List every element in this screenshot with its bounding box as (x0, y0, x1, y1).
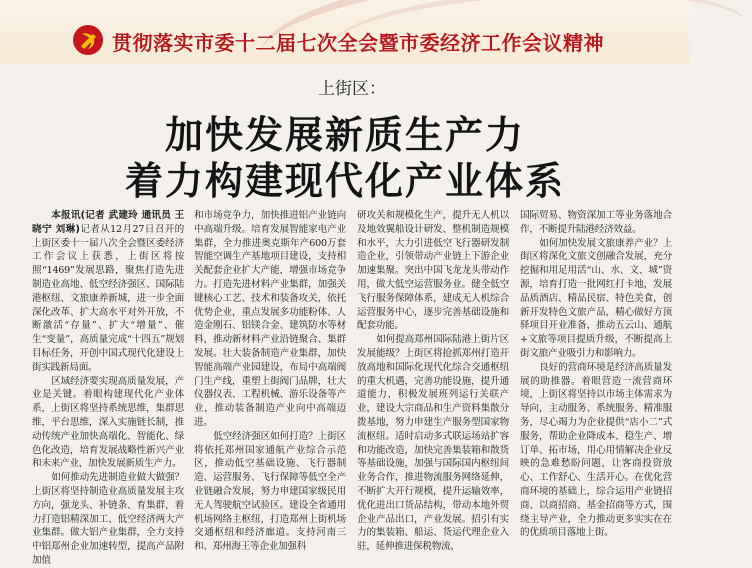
headline-line-2: 着力构建现代化产业体系 (124, 159, 565, 203)
article-column-3 (357, 209, 509, 553)
article-lead-text: 记者从12月27日召开的上街区委十一届八次全会暨区委经济工作会议上获悉，上街区将按照“1469”发展思路，聚焦打造先进制造业高地、低空经济强区、国际陆港枢纽、文旅康养新城，进一步全面深化改革、扩大高水平对外开放，不断激活“存量”、扩大“增量”、催生“变量”，高质量完成“十四五”规划目标任务，开创中国式现代化建设上街实践新局面。 (32, 223, 184, 373)
article-paragraph: 如何推动先进制造业做大做强？上街区将坚持制造业高质量发展主攻方向，强龙头、补链条、育集群，着力打造铝精深加工、低空经济两大产业集群。做大铝产业集群，全力支持中铝郑州企业加速转型，提高产品附加值 (32, 472, 184, 566)
article-paragraph: 和市场竞争力，加快推进铝产业链向中高端升级。培育发展智能家电产业集群，全力推进奥克斯年产600万套智能空调生产基地项目建设，支持相关配套企业扩大产能，增强市场竞争力。打造先进材料产业集群，加强关键核心工艺、技术和装备攻关，依托优势企业，重点发展多功能粉体、人造金刚石、铝镁合金、建筑防水等材料，推动新材料产业沿链聚合、集群发展。壮大装备制造产业集群，加快智能高端产业园建设，布局中高端阀门生产线，重塑上街阀门品牌，壮大仪器仪表、工程机械、游乐设备等产业，推动装备制造产业向中高端迈进。 (194, 210, 346, 428)
section-banner (0, 0, 690, 64)
article-paragraph: 研攻关和规模化生产，提升无人机以及地效翼船设计研发、整机制造规模和水平，大力引进低空飞行器研发制造企业，引领带动产业链上下游企业加速集聚。突出中国飞龙龙头带动作用，做大低空运营服务业。健全低空飞行服务保障体系，建成无人机综合运营服务中心，逐步完善基础设施和配套功能。 (357, 210, 509, 332)
article-paragraph: 如何加快发展文旅康养产业？上街区将深化文旅文创融合发展，充分挖掘和用足用活“山、水、文、城”资源，培育打造一批网红打卡地，发展品质酒店、精品民宿、特色美食，创新开发特色文旅产品，精心做好方顶驿项目开业准备，推动五云山、通航+文旅等项目提质升级，不断提高上街文旅产业吸引力和影响力。 (520, 237, 672, 359)
article-paragraph (32, 209, 184, 375)
article-paragraph: 如何提高郑州国际陆港上街片区发展能级？上街区将抢抓郑州打造开放高地和国际化现代化综合交通枢纽的重大机遇，完善功能设施，提升通道能力，积极发展班列运行关联产业，建设大宗商品和生产资料集散分拨基地，努力申建生产服务型国家物流枢纽。适时启动多式联运场站扩容和功能改造，加快完善集装箱和散货等基础设施，加强与国际国内枢纽间业务合作，推进物流服务网络延伸，不断扩大开行规模，提升运输效率，优化进出口货品结构，带动本地外贸企业产品出口，产业发展。招引有实力的集装箱、船运、货运代理企业入驻，延伸推进保税物流、 (357, 334, 509, 553)
article-column-1 (32, 209, 184, 566)
headline-line-1: 加快发展新质生产力 (164, 113, 525, 157)
article-column-4 (520, 209, 672, 539)
article-paragraph: 区域经济要实现高质量发展，产业是关键。着眼构建现代化产业体系，上街区将坚持系统思维，集群思维，平台思维，深入实施链长制，推动传统产业加快高端化、智能化、绿色化改造，培育发展战略性新兴产业和未来产业，加快发展新质生产力。 (32, 375, 184, 470)
article-paragraph: 良好的营商环境是经济高质量发展的助推器。着眼营造一流营商环境，上街区将坚持以市场主体需求为导向，主动服务、系统服务、精准服务，尽心竭力为企业提供“店小二”式服务，帮助企业降成本、稳生产、增订单、拓市场，用心用情解决企业反映的急难愁盼问题，让客商投资放心、工作舒心、生活开心。在优化营商环境的基础上，综合运用产业链招商、以商招商、基金招商等方式，围绕主导产业，全力推动更多实实在在的优质项目落地上街。 (520, 361, 672, 539)
party-emblem-icon (72, 24, 104, 56)
banner-title: 贯彻落实市委十二届七次全会暨市委经济工作会议精神 (112, 31, 604, 55)
article-column-2 (194, 209, 346, 553)
subtitle: 上街区： (318, 79, 386, 99)
article-paragraph: 低空经济强区如何打造？上街区将依托郑州国家通航产业综合示范区，推动低空基础设施、飞行器制造、运营服务、飞行保障等低空全产业链融合发展，努力申建国家级民用无人驾驶航空试验区。建设全省通用机场网络主枢纽，打造郑州上街机场交通枢纽和经济廊道。支持河南三和、郑州海王等企业加强科 (194, 430, 346, 553)
byline: 本报讯(记者 武建玲 通讯员 王晓宁 刘琳) (32, 210, 184, 235)
article-paragraph: 国际贸易、物资深加工等业务落地合作，不断提升陆港经济效益。 (520, 210, 672, 235)
